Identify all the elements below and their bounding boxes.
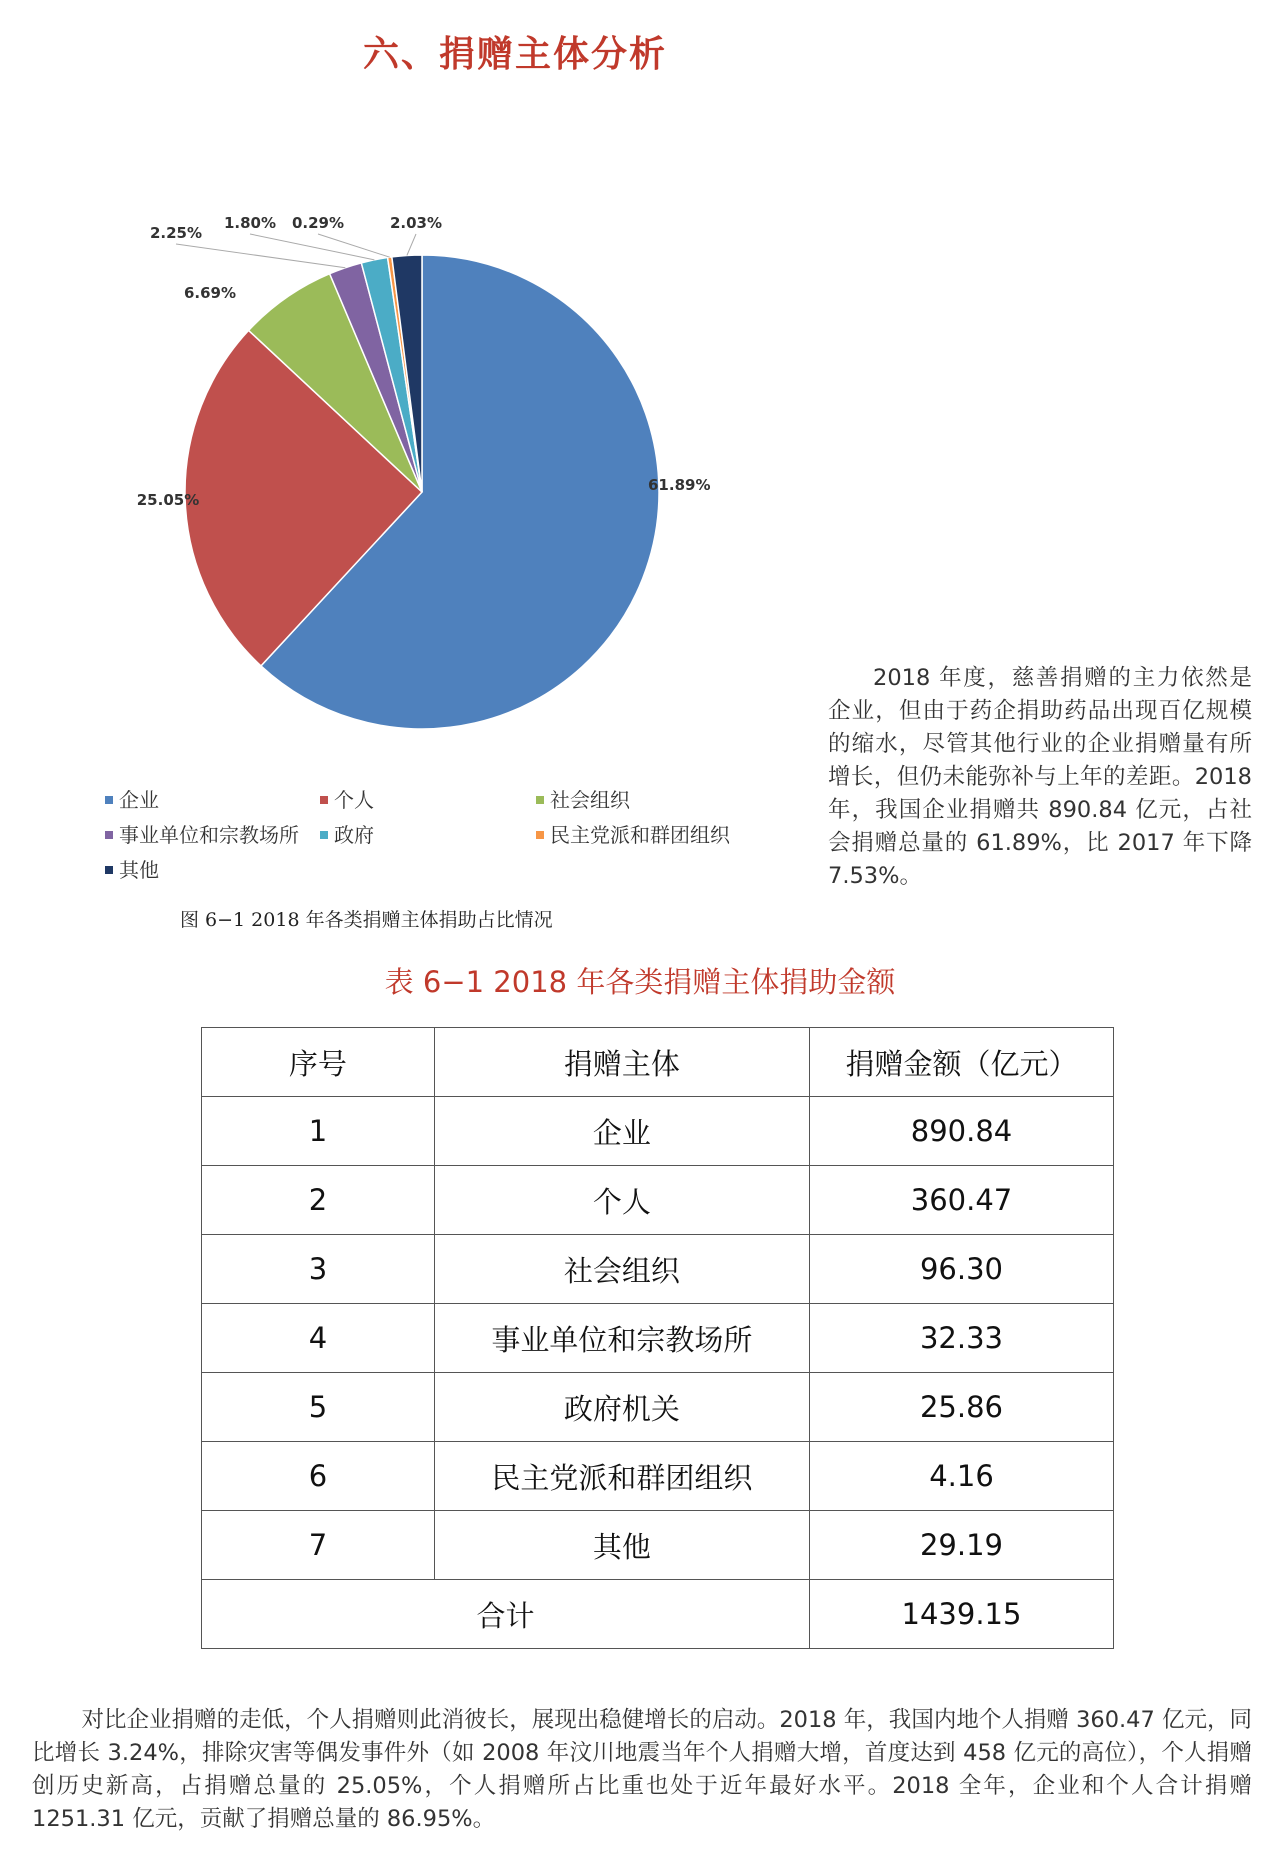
data-label: 2.25% <box>149 224 203 242</box>
legend-label: 个人 <box>334 788 374 812</box>
bottom-paragraph: 对比企业捐赠的走低，个人捐赠则此消彼长，展现出稳健增长的启动。2018 年，我国内地个人捐赠 360.47 亿元，同比增长 3.24%，排除灾害等偶发事件外（如 2008 年汶川地震当年个人捐赠大增，首度达到 458 亿元的高位），个人捐赠创历史新高，占捐赠总量的 25.05%，个人捐赠所占比重也处于近年最好水平。2018 全年，企业和个人合计捐赠 1251.31 亿元，贡献了捐赠总量的 86.95%。 <box>32 1707 1252 1832</box>
leader-line <box>250 234 374 260</box>
legend-swatch <box>536 796 544 804</box>
cell-amount: 890.84 <box>809 1097 1113 1166</box>
cell-amount: 32.33 <box>809 1304 1113 1373</box>
pie-chart <box>100 180 711 760</box>
data-label: 25.05% <box>136 491 200 509</box>
data-label: 0.29% <box>291 214 345 232</box>
legend-item-individual <box>320 784 374 813</box>
table-header-row <box>202 1028 1114 1097</box>
legend-swatch <box>105 796 113 804</box>
total-label: 合计 <box>202 1580 810 1649</box>
legend-swatch <box>105 831 113 839</box>
leader-line <box>407 234 416 255</box>
cell-donor: 政府机关 <box>434 1373 809 1442</box>
cell-amount: 360.47 <box>809 1166 1113 1235</box>
legend-label: 社会组织 <box>550 788 630 812</box>
legend-item-other <box>105 854 159 883</box>
leader-line <box>318 234 390 257</box>
legend-swatch <box>105 866 113 874</box>
cell-donor: 个人 <box>434 1166 809 1235</box>
cell-donor: 事业单位和宗教场所 <box>434 1304 809 1373</box>
legend-label: 企业 <box>119 788 159 812</box>
legend-swatch <box>320 796 328 804</box>
legend-label: 政府 <box>334 823 374 847</box>
legend-item-social-org <box>536 784 630 813</box>
table-row <box>202 1097 1114 1166</box>
cell-donor: 企业 <box>434 1097 809 1166</box>
cell-donor: 民主党派和群团组织 <box>434 1442 809 1511</box>
donation-table <box>201 1027 1114 1649</box>
cell-index: 6 <box>202 1442 435 1511</box>
table-row <box>202 1304 1114 1373</box>
cell-donor: 社会组织 <box>434 1235 809 1304</box>
figure-caption: 图 6−1 2018 年各类捐赠主体捐助占比情况 <box>180 909 553 931</box>
data-label: 6.69% <box>183 284 237 302</box>
cell-amount: 25.86 <box>809 1373 1113 1442</box>
header-donor: 捐赠主体 <box>434 1028 809 1097</box>
cell-amount: 29.19 <box>809 1511 1113 1580</box>
total-value: 1439.15 <box>809 1580 1113 1649</box>
data-label: 1.80% <box>223 214 277 232</box>
cell-donor: 其他 <box>434 1511 809 1580</box>
data-label: 2.03% <box>389 214 443 232</box>
legend-item-parties <box>536 819 730 848</box>
table-title: 表 6−1 2018 年各类捐赠主体捐助金额 <box>384 965 896 999</box>
table-row <box>202 1442 1114 1511</box>
legend-item-enterprise <box>105 784 159 813</box>
cell-index: 5 <box>202 1373 435 1442</box>
cell-amount: 96.30 <box>809 1235 1113 1304</box>
cell-amount: 4.16 <box>809 1442 1113 1511</box>
legend-label: 民主党派和群团组织 <box>550 823 730 847</box>
section-title: 六、捐赠主体分析 <box>362 34 667 75</box>
leader-line <box>176 244 345 268</box>
table-total-row <box>202 1580 1114 1649</box>
legend-item-government <box>320 819 374 848</box>
legend-label: 其他 <box>119 858 159 882</box>
legend-item-institutions <box>105 819 299 848</box>
table-row <box>202 1166 1114 1235</box>
legend-swatch <box>320 831 328 839</box>
table-row <box>202 1373 1114 1442</box>
cell-index: 4 <box>202 1304 435 1373</box>
legend-swatch <box>536 831 544 839</box>
table-row <box>202 1511 1114 1580</box>
side-paragraph: 2018 年度，慈善捐赠的主力依然是企业，但由于药企捐助药品出现百亿规模的缩水，尽管其他行业的企业捐赠量有所增长，但仍未能弥补与上年的差距。2018 年，我国企业捐赠共 890.84 亿元，占社会捐赠总量的 61.89%，比 2017 年下降 7.53%。 <box>828 665 1252 889</box>
cell-index: 7 <box>202 1511 435 1580</box>
cell-index: 1 <box>202 1097 435 1166</box>
data-label: 61.89% <box>648 476 711 494</box>
header-index: 序号 <box>202 1028 435 1097</box>
header-amount: 捐赠金额（亿元） <box>809 1028 1113 1097</box>
legend-label: 事业单位和宗教场所 <box>119 823 299 847</box>
table-row <box>202 1235 1114 1304</box>
cell-index: 2 <box>202 1166 435 1235</box>
cell-index: 3 <box>202 1235 435 1304</box>
